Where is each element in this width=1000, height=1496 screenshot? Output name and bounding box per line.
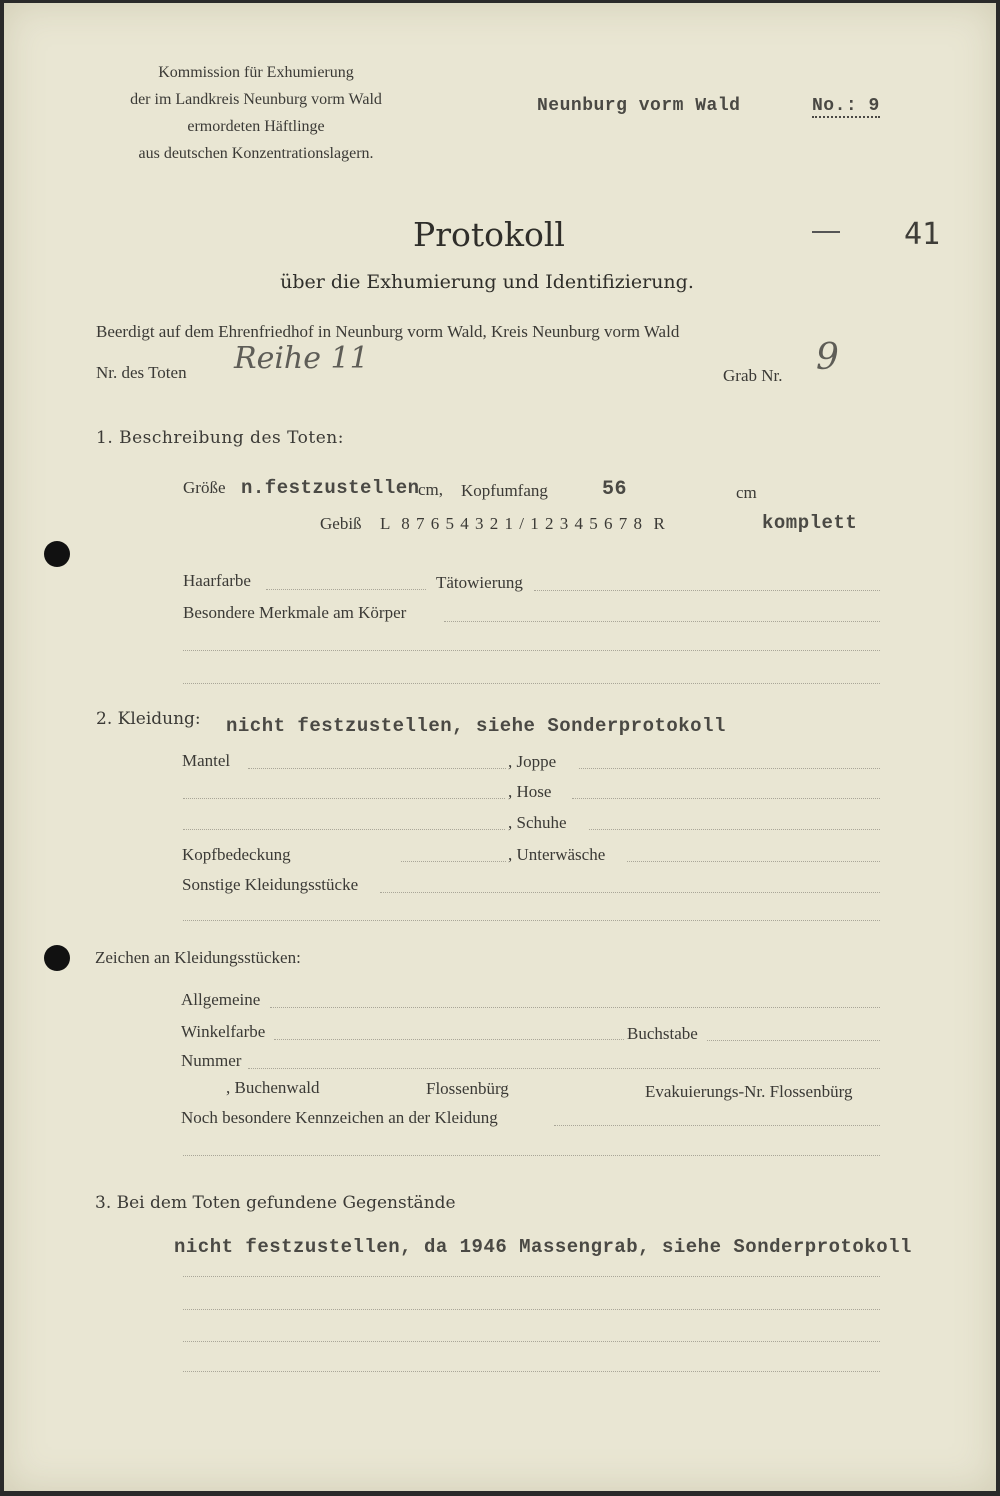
gebiss-value: komplett [762, 512, 858, 534]
zeichen-heading: Zeichen an Kleidungsstücken: [95, 948, 301, 967]
allgemeine-label: Allgemeine [181, 990, 261, 1009]
evakuierung-label: Evakuierungs-Nr. Flossenbürg [645, 1082, 853, 1101]
blank-line [183, 829, 505, 830]
grave-number-value: 9 [816, 337, 839, 378]
winkelfarbe-label: Winkelfarbe [181, 1022, 266, 1041]
commission-line: Kommission für Exhumierung [158, 64, 354, 81]
kopfumfang-unit: cm [736, 483, 757, 502]
merkmale-line [444, 621, 880, 622]
buchstabe-line [707, 1040, 880, 1041]
groesse-label: Größe [183, 478, 226, 497]
dead-number-label: Nr. des Toten [96, 363, 187, 382]
schuhe-label: , Schuhe [508, 813, 567, 832]
punch-hole-bottom [44, 945, 70, 971]
page-title: Protokoll [413, 215, 565, 254]
kleidung-value: nicht festzustellen, siehe Sonderprotokoll [226, 715, 726, 737]
blank-line [183, 1155, 880, 1156]
joppe-line [579, 768, 880, 769]
blank-line [183, 1371, 880, 1372]
taetowierung-label: Tätowierung [436, 573, 523, 592]
kennzeichen-line [554, 1125, 880, 1126]
haarfarbe-label: Haarfarbe [183, 571, 251, 590]
commission-header [96, 59, 416, 167]
typed-place: Neunburg vorm Wald [537, 96, 741, 116]
buchstabe-label: Buchstabe [627, 1024, 698, 1043]
schuhe-line [589, 829, 880, 830]
gebiss-scheme: L 8 7 6 5 4 3 2 1 / 1 2 3 4 5 6 7 8 R [380, 514, 666, 533]
punch-hole-top [44, 541, 70, 567]
hose-label: , Hose [508, 782, 552, 801]
grave-number-label: Grab Nr. [723, 366, 783, 385]
groesse-value: n.festzustellen [241, 477, 420, 499]
kennzeichen-label: Noch besondere Kennzeichen an der Kleidung [181, 1108, 498, 1127]
buchenwald-label: , Buchenwald [226, 1078, 320, 1097]
commission-line: aus deutschen Konzentrationslagern. [138, 145, 374, 162]
allgemeine-line [270, 1007, 880, 1008]
document-sheet [4, 3, 996, 1491]
blank-line [183, 1309, 880, 1310]
kopfbedeckung-line [401, 861, 506, 862]
haarfarbe-line [266, 589, 426, 590]
section3-heading: 3. Bei dem Toten gefundene Gegenstände [95, 1193, 456, 1213]
joppe-label: , Joppe [508, 752, 557, 771]
mantel-label: Mantel [182, 751, 231, 770]
kopfbedeckung-label: Kopfbedeckung [182, 845, 291, 864]
merkmale-label: Besondere Merkmale am Körper [183, 603, 407, 622]
mantel-line [248, 768, 506, 769]
page-subtitle: über die Exhumierung und Identifizierung. [280, 271, 694, 293]
typed-number: No.: 9 [812, 96, 880, 116]
kopfumfang-value: 56 [602, 478, 628, 501]
nummer-line [248, 1068, 880, 1069]
nummer-label: Nummer [181, 1051, 242, 1070]
section1-heading: 1. Beschreibung des Toten: [96, 428, 344, 448]
unterwaesche-label: , Unterwäsche [508, 845, 606, 864]
taetowierung-line [534, 590, 880, 591]
sonstige-label: Sonstige Kleidungsstücke [182, 875, 359, 894]
blank-line [183, 1341, 880, 1342]
hose-line [572, 798, 880, 799]
section2-heading: 2. Kleidung: [96, 709, 201, 729]
unterwaesche-line [627, 861, 880, 862]
kopfumfang-label: Kopfumfang [461, 481, 548, 500]
gebiss-label: Gebiß [320, 514, 362, 533]
burial-line: Beerdigt auf dem Ehrenfriedhof in Neunburg vorm Wald, Kreis Neunburg vorm Wald [96, 322, 680, 341]
page-number: 41 [904, 217, 941, 252]
blank-line [183, 798, 505, 799]
gegenstaende-value: nicht festzustellen, da 1946 Massengrab, siehe Sonderprotokoll [174, 1236, 912, 1258]
blank-line [183, 683, 880, 684]
sonstige-line [380, 892, 880, 893]
blank-line [183, 1276, 880, 1277]
winkelfarbe-line [274, 1039, 624, 1040]
commission-line: ermordeten Häftlinge [187, 118, 325, 135]
dead-number-value: Reihe 11 [234, 341, 369, 376]
blank-line [183, 920, 880, 921]
blank-line [183, 650, 880, 651]
commission-line: der im Landkreis Neunburg vorm Wald [130, 91, 382, 108]
groesse-unit: cm, [418, 480, 444, 499]
flossenbuerg-label: Flossenbürg [426, 1079, 509, 1098]
